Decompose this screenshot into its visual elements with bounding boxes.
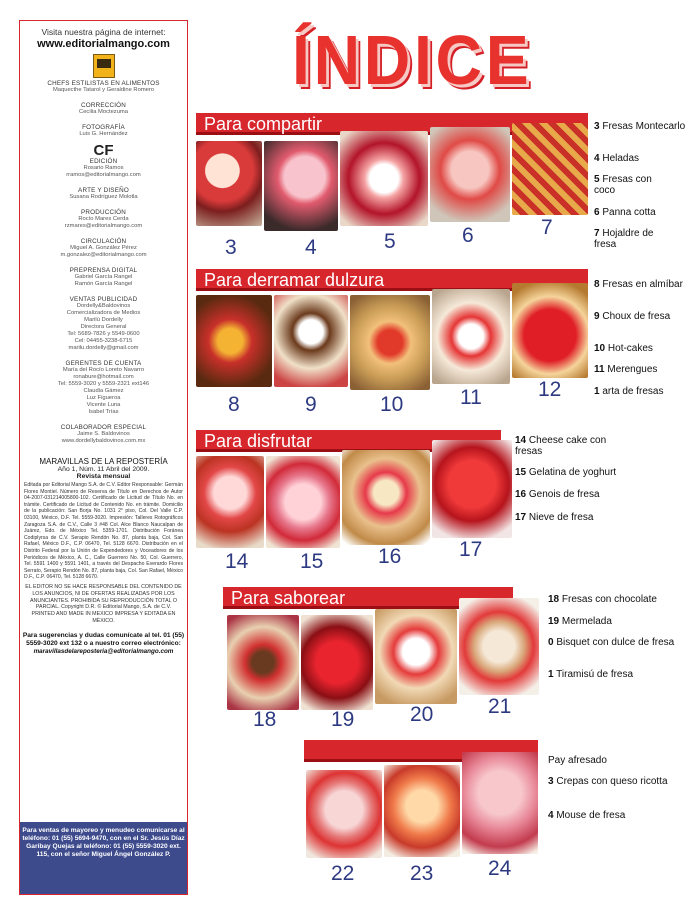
recipe-photo [350, 295, 430, 390]
credit-line: Isabel Trías [88, 409, 119, 415]
credit-title: ARTE Y DISEÑO [78, 187, 129, 194]
page-number: 8 [228, 393, 240, 416]
credit-line: Cecilia Moctezuma [79, 109, 128, 115]
credit-line: www.dordellybaldovinos.com.mx [61, 438, 146, 444]
recipe-photo [196, 456, 264, 548]
recipe-photo [196, 295, 272, 387]
section-heading: Para saborear [231, 588, 346, 608]
index-entry[interactable]: 4 Heladas [594, 153, 640, 164]
credit-block-gerentes [20, 360, 187, 416]
credit-title: VENTAS PUBLICIDAD [69, 296, 138, 303]
index-entry[interactable]: 19 Mermelada [548, 616, 612, 627]
credit-title: PRODUCCIÓN [80, 209, 127, 216]
mango-logo-icon [93, 54, 115, 78]
section-heading: Para derramar dulzura [204, 270, 385, 290]
recipe-photo [430, 127, 510, 222]
index-entry[interactable]: 9 Choux de fresa [594, 311, 671, 322]
credit-line: rramos@editorialmango.com [66, 172, 141, 178]
credit-line: Cel: 04455-3238-6715 [74, 338, 133, 344]
page-number: 11 [460, 386, 482, 409]
website-url[interactable]: www.editorialmango.com [37, 38, 170, 50]
page-number: 18 [253, 708, 277, 731]
recipe-photo [384, 765, 460, 857]
credit-line: Marilú Dordelly [84, 317, 123, 323]
credit-title: EDICIÓN [89, 158, 118, 165]
section-heading: Para disfrutar [204, 431, 313, 451]
credit-block-arte [20, 187, 187, 201]
credit-title: PREPRENSA DIGITAL [69, 267, 138, 274]
index-entry[interactable]: 1 arta de fresas [594, 386, 664, 397]
credits-sidebar [19, 20, 188, 895]
credit-line: Tel: 5559-3020 y 5559-2321 ext146 [57, 381, 150, 387]
index-entry[interactable]: 8 Fresas en almíbar [594, 279, 683, 290]
page-number: 23 [410, 862, 434, 885]
recipe-photo [306, 770, 382, 858]
index-entry[interactable]: 3 Fresas Montecarlo [594, 121, 686, 132]
index-entry[interactable]: 5 Fresas con coco [594, 174, 652, 196]
credit-line: Gabriel García Rangel [74, 274, 133, 280]
recipe-photo [375, 609, 457, 704]
credit-line: Claudia Gámez [83, 388, 124, 394]
recipe-photo [227, 615, 299, 710]
credit-line: Vicente Luna [86, 402, 121, 408]
magazine-title: MARAVILLAS DE LA REPOSTERÍA [39, 457, 168, 466]
index-entry[interactable]: 4 Mouse de fresa [548, 810, 626, 821]
credit-line: Tel: 5689-7826 y 5549-0600 [67, 331, 140, 337]
index-entry[interactable]: Pay afresado [548, 755, 607, 766]
credit-block-correccion [20, 102, 187, 116]
page-number: 7 [541, 216, 553, 239]
contact-email[interactable]: maravillasdelareposteria@editorialmango.com [33, 647, 174, 655]
recipe-photo [340, 131, 428, 226]
disclaimer: EL EDITOR NO SE HACE RESPONSABLE DEL CONTENIDO DE LOS ANUNCIOS, NI DE OFERTAS REALIZADAS POR LOS ANUNCIANTES. PROHIBIDA SU REPRODUCCIÓN TOTAL O PARCIAL. Copyright D.R. © Editorial Mango, S.A. de C.V. PRINTED AND MADE IN MEXICO IMPRESA Y EDITADA EN MÉXICO. [25, 583, 182, 624]
page-number: 5 [384, 230, 396, 253]
index-entry[interactable]: 17 Nieve de fresa [515, 512, 594, 523]
credit-line: Maquecthe Tatarol y Geraldine Romero [52, 87, 155, 93]
page-number: 21 [488, 695, 512, 718]
credit-line: Dordelly&Baldovinos [76, 303, 131, 309]
recipe-photo [264, 141, 338, 231]
page-number: 4 [305, 236, 317, 259]
website-intro: Visita nuestra página de internet: [41, 27, 166, 37]
page-number: 17 [459, 538, 483, 561]
credit-line: Rocío Mares Cerda [78, 216, 129, 222]
index-entry[interactable]: 3 Crepas con queso ricotta [548, 776, 668, 787]
credit-line: María del Rocío Loreto Navarro [62, 367, 145, 373]
magazine-frequency: Revista mensual [76, 473, 131, 480]
index-entry[interactable]: 18 Fresas con chocolate [548, 594, 657, 605]
index-entry[interactable]: 1 Tiramisú de fresa [548, 669, 634, 680]
index-entry[interactable]: 14 Cheese cake con fresas [515, 435, 607, 457]
page-number: 16 [378, 545, 402, 568]
sales-box: Para ventas de mayoreo y menudeo comunicarse al teléfono: 01 (55) 5694-9470, con en el Sr. Jesús Díaz Garibay Quejas al teléfono: 01 (55) 5559-3020 ext. 115, con el señor Miguel Ángel González P. [20, 822, 187, 894]
credit-title: COLABORADOR ESPECIAL [60, 424, 147, 431]
index-entry[interactable]: 11 Merengues [594, 364, 658, 375]
recipe-photo [432, 440, 512, 538]
page-number: 12 [538, 378, 562, 401]
recipe-photo [432, 289, 510, 384]
credit-block-ventas [20, 296, 187, 352]
credit-title: FOTOGRAFÍA [82, 124, 125, 131]
recipe-photo [512, 283, 588, 378]
recipe-photo [459, 598, 539, 695]
credit-line: ronabure@hotmail.com [73, 374, 134, 380]
credit-line: Miguel A. González Pérez [70, 245, 137, 251]
page-number: 22 [331, 862, 355, 885]
page-number: 6 [462, 224, 474, 247]
credit-line: marilu.dordelly@gmail.com [68, 345, 139, 351]
credit-block-edicion [20, 158, 187, 179]
recipe-photo [196, 141, 262, 226]
contact-text: Para sugerencias y dudas comunícate al tel. 01 (55) 5559-3020 ext 132 o a nuestro correo electrónico: [22, 631, 185, 647]
index-entry[interactable]: 6 Panna cotta [594, 207, 656, 218]
recipe-photo [342, 450, 430, 545]
page-number: 15 [300, 550, 324, 573]
index-entry[interactable]: 10 Hot-cakes [594, 343, 653, 354]
recipe-photo [512, 123, 588, 215]
credit-line: m.gonzalez@editorialmango.com [60, 252, 147, 258]
legal-notice: Editada por Editorial Mango S.A. de C.V. Editor Responsable: Germán Flores Montiel. Número de Reserva de Título en Derechos de Autor 04-2007-031214005800-102. Certificado de Licitud de Título No. en trámite. Certificado de Licitud de Contenido No. en trámite. Domicilio de la publicación: San Borja No. 1031 2° piso, Col. Del Valle C.P. 03100, México, D.F. Tel. 5559-3020. Impresión: Talleres Rotográficos Zaragoza S.A. de C.V., Calle 3 #48 Col. Alce Blanco Naucalpan de Juárez, Edo. de México Tel. 5359-1701. Distribución Foránea Codiplyrsa de C.V. Serapio Rendón No. 87, planta baja, Col. San Rafael, México D.F., C.P. 06470, Tel. 5128 6670. Distribución en el Distrito Federal por la Unión de Expendedores y Voceadores de los Periódicos de México, A. C., Calle Guerrero No. 50, Col. Guerrero, Tel. 5591 1400 y 5591 1401, a través del Despacho Everardo Flores Serrato, Serapio Rendón No. 87, planta baja, Col. San Rafael, México D.F., C.P. 06470, Tel. 5128 6670. [24, 482, 183, 581]
credit-block-circulacion [20, 238, 187, 259]
credit-title: CORRECCIÓN [80, 102, 127, 109]
recipe-photo [266, 456, 340, 548]
page-title: ÍNDICE [292, 21, 533, 99]
credit-line: Ramón García Rangel [74, 281, 133, 287]
credit-block-chefs [20, 80, 187, 94]
credit-line: rzmares@editorialmango.com [64, 223, 143, 229]
credit-line: Rosario Ramos [83, 165, 124, 171]
credit-block-preprensa [20, 267, 187, 288]
page-number: 10 [380, 393, 404, 416]
page-number: 24 [488, 857, 512, 880]
index-entry[interactable]: 16 Genois de fresa [515, 489, 600, 500]
credit-line: Directora General [80, 324, 127, 330]
page-number: 19 [331, 708, 355, 731]
credit-block-colaborador [20, 424, 187, 445]
credit-line: Luis G. Hernández [79, 131, 128, 137]
credit-title: GERENTES DE CUENTA [65, 360, 142, 367]
credit-line: Luz Figueroa [86, 395, 121, 401]
credit-line: Jaime S. Baldovinos [77, 431, 130, 437]
credit-line: Comercializadora de Medios [66, 310, 141, 316]
credit-title: CHEFS ESTILISTAS EN ALIMENTOS [47, 80, 160, 87]
page-number: 14 [225, 550, 249, 573]
index-entry[interactable]: 0 Bisquet con dulce de fresa [548, 637, 675, 648]
recipe-photo [274, 295, 348, 387]
section-heading: Para compartir [204, 114, 323, 134]
magazine-issue: Año 1, Núm. 11 Abril del 2009. [57, 466, 150, 473]
cf-logo: CF [93, 142, 114, 159]
credit-block-produccion [20, 209, 187, 230]
page-number: 3 [225, 236, 237, 259]
credit-line: Susana Rodríguez Molotla [69, 194, 138, 200]
index-entry[interactable]: 15 Gelatina de yoghurt [515, 467, 617, 478]
credit-block-fotografia [20, 124, 187, 138]
recipe-photo [301, 615, 373, 710]
page-number: 20 [410, 703, 434, 726]
credit-title: CIRCULACIÓN [80, 238, 127, 245]
page-number: 9 [305, 393, 317, 416]
recipe-photo [462, 752, 538, 854]
index-entry[interactable]: 7 Hojaldre de fresa [594, 228, 654, 250]
